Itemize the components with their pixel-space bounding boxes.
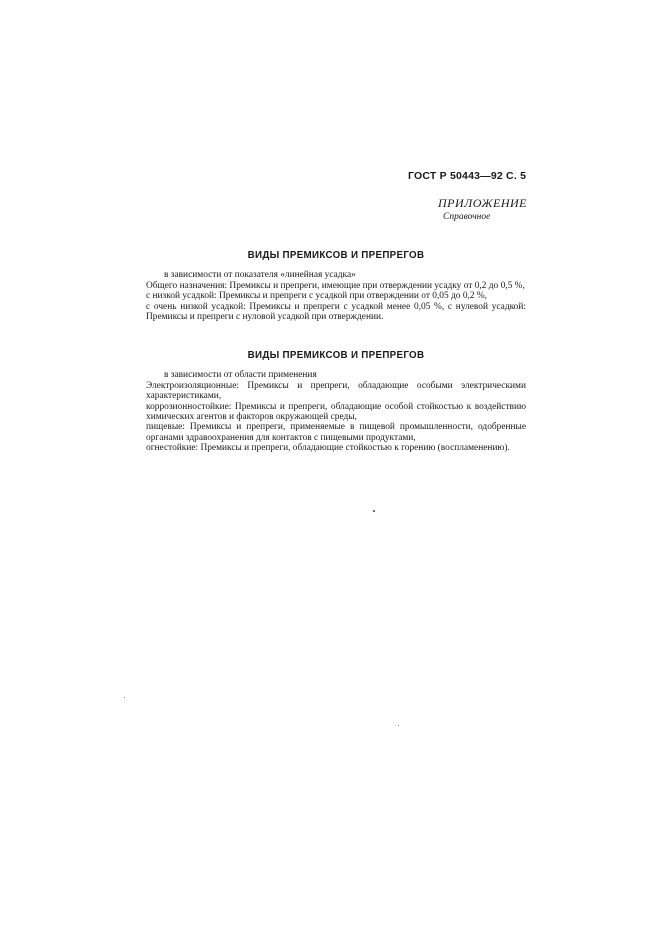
- section-title: ВИДЫ ПРЕМИКСОВ И ПРЕПРЕГОВ: [247, 250, 425, 261]
- section-subtitle: в зависимости от показателя «линейная усадка»: [164, 270, 356, 281]
- list-item: пищевые: Премиксы и препреги, применяемые в пищевой промышленности, одобренные органами здравоохранения для контактов с пищевыми продуктами,: [146, 422, 526, 443]
- list-item: Электроизоляционные: Премиксы и препреги, обладающие особыми электрическими характеристиками,: [146, 380, 526, 402]
- list-item: с очень низкой усадкой: Премиксы и препреги с усадкой менее 0,05 %, с нулевой усадкой: Премиксы и препреги с нуловой усадкой при отверждении.: [146, 301, 526, 323]
- scan-speck: [373, 510, 375, 512]
- section-shrinkage: [146, 251, 526, 322]
- section-application: [146, 351, 526, 454]
- section-title: ВИДЫ ПРЕМИКСОВ И ПРЕПРЕГОВ: [247, 350, 425, 361]
- standard-code-header: ГОСТ Р 50443—92 С. 5: [408, 170, 527, 182]
- appendix-title: ПРИЛОЖЕНИЕ: [438, 196, 527, 210]
- list-item: коррозионностойкие: Премиксы и препреги, обладающие особой стойкостью к воздействию химических агентов и факторов окружающей среды,: [146, 401, 526, 423]
- list-item: огнестойкие: Премиксы и препреги, обладающие стойкостью к горению (воспламенению).: [146, 443, 510, 454]
- section-subtitle: в зависимости от области применения: [164, 370, 317, 381]
- list-item: Общего назначения: Премиксы и препреги, имеющие при отверждении усадку от 0,2 до 0,5 %,: [146, 280, 525, 291]
- scan-speck: [124, 697, 125, 698]
- list-item: с низкой усадкой: Премиксы и препреги с усадкой при отверждении от 0,05 до 0,2 %,: [146, 291, 488, 302]
- appendix-note: Справочное: [443, 212, 491, 222]
- scan-speck: [398, 725, 399, 726]
